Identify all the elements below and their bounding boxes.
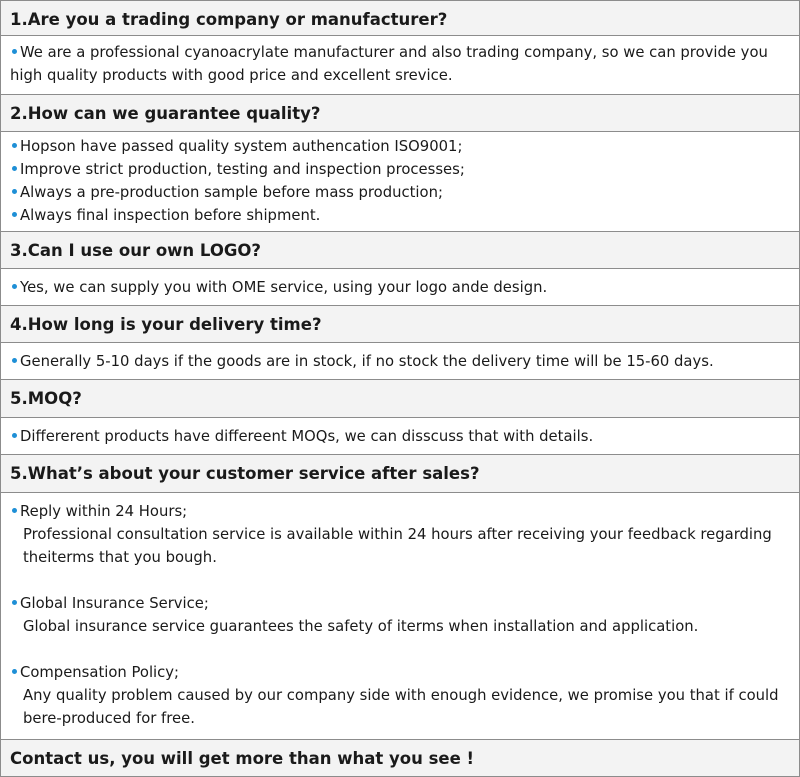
spacer (10, 569, 793, 592)
answer-line: Global insurance service guarantees the safety of iterms when installation and application. (23, 618, 699, 635)
faq-question-3 (1, 232, 799, 269)
answer-line: Improve strict production, testing and inspection processes; (10, 158, 793, 181)
bullet-icon (12, 669, 17, 674)
contact-footer (1, 740, 799, 777)
answer-line: Yes, we can supply you with OME service, using your logo ande design. (10, 276, 793, 299)
question-text: 1.Are you a trading company or manufacturer? (10, 10, 448, 29)
faq-answer-3 (1, 269, 799, 306)
bullet-icon (12, 49, 17, 54)
answer-line: high quality products with good price and excellent srevice. (10, 67, 453, 84)
answer-line: Always final inspection before shipment. (10, 204, 793, 227)
bullet-icon (12, 284, 17, 289)
bullet-icon (12, 508, 17, 513)
answer-line: Compensation Policy; (10, 661, 793, 684)
question-text: 5.MOQ? (10, 389, 82, 408)
bullet-icon (12, 189, 17, 194)
answer-line: Any quality problem caused by our company side with enough evidence, we promise you that if could (23, 687, 779, 704)
answer-line: Hopson have passed quality system authencation ISO9001; (10, 135, 793, 158)
bullet-icon (12, 600, 17, 605)
faq-question-4 (1, 306, 799, 343)
question-text: 3.Can I use our own LOGO? (10, 241, 261, 260)
bullet-icon (12, 166, 17, 171)
faq-question-2 (1, 95, 799, 132)
answer-line: bere-produced for free. (23, 710, 195, 727)
bullet-icon (12, 212, 17, 217)
faq-answer-5 (1, 418, 799, 455)
faq-answer-4 (1, 343, 799, 380)
footer-text: Contact us, you will get more than what you see ! (10, 749, 475, 768)
question-text: 2.How can we guarantee quality? (10, 104, 321, 123)
bullet-icon (12, 433, 17, 438)
question-text: 5.What’s about your customer service after sales? (10, 464, 480, 483)
faq-question-6 (1, 455, 799, 493)
answer-line: Differerent products have differeent MOQs, we can disscuss that with details. (10, 425, 793, 448)
faq-answer-6 (1, 493, 799, 740)
answer-line: theiterms that you bough. (23, 549, 217, 566)
bullet-icon (12, 143, 17, 148)
faq-question-5 (1, 380, 799, 418)
answer-line: Global Insurance Service; (10, 592, 793, 615)
bullet-icon (12, 358, 17, 363)
question-text: 4.How long is your delivery time? (10, 315, 322, 334)
answer-line: Always a pre-production sample before mass production; (10, 181, 793, 204)
answer-line: Generally 5-10 days if the goods are in stock, if no stock the delivery time will be 15-60 days. (10, 350, 793, 373)
answer-line: We are a professional cyanoacrylate manufacturer and also trading company, so we can provide you (10, 41, 793, 64)
spacer (10, 638, 793, 661)
faq-question-1 (1, 1, 799, 36)
answer-line: Reply within 24 Hours; (10, 500, 793, 523)
answer-line: Professional consultation service is available within 24 hours after receiving your feedback regarding (23, 526, 772, 543)
faq-answer-1 (1, 36, 799, 95)
faq-answer-2 (1, 132, 799, 232)
